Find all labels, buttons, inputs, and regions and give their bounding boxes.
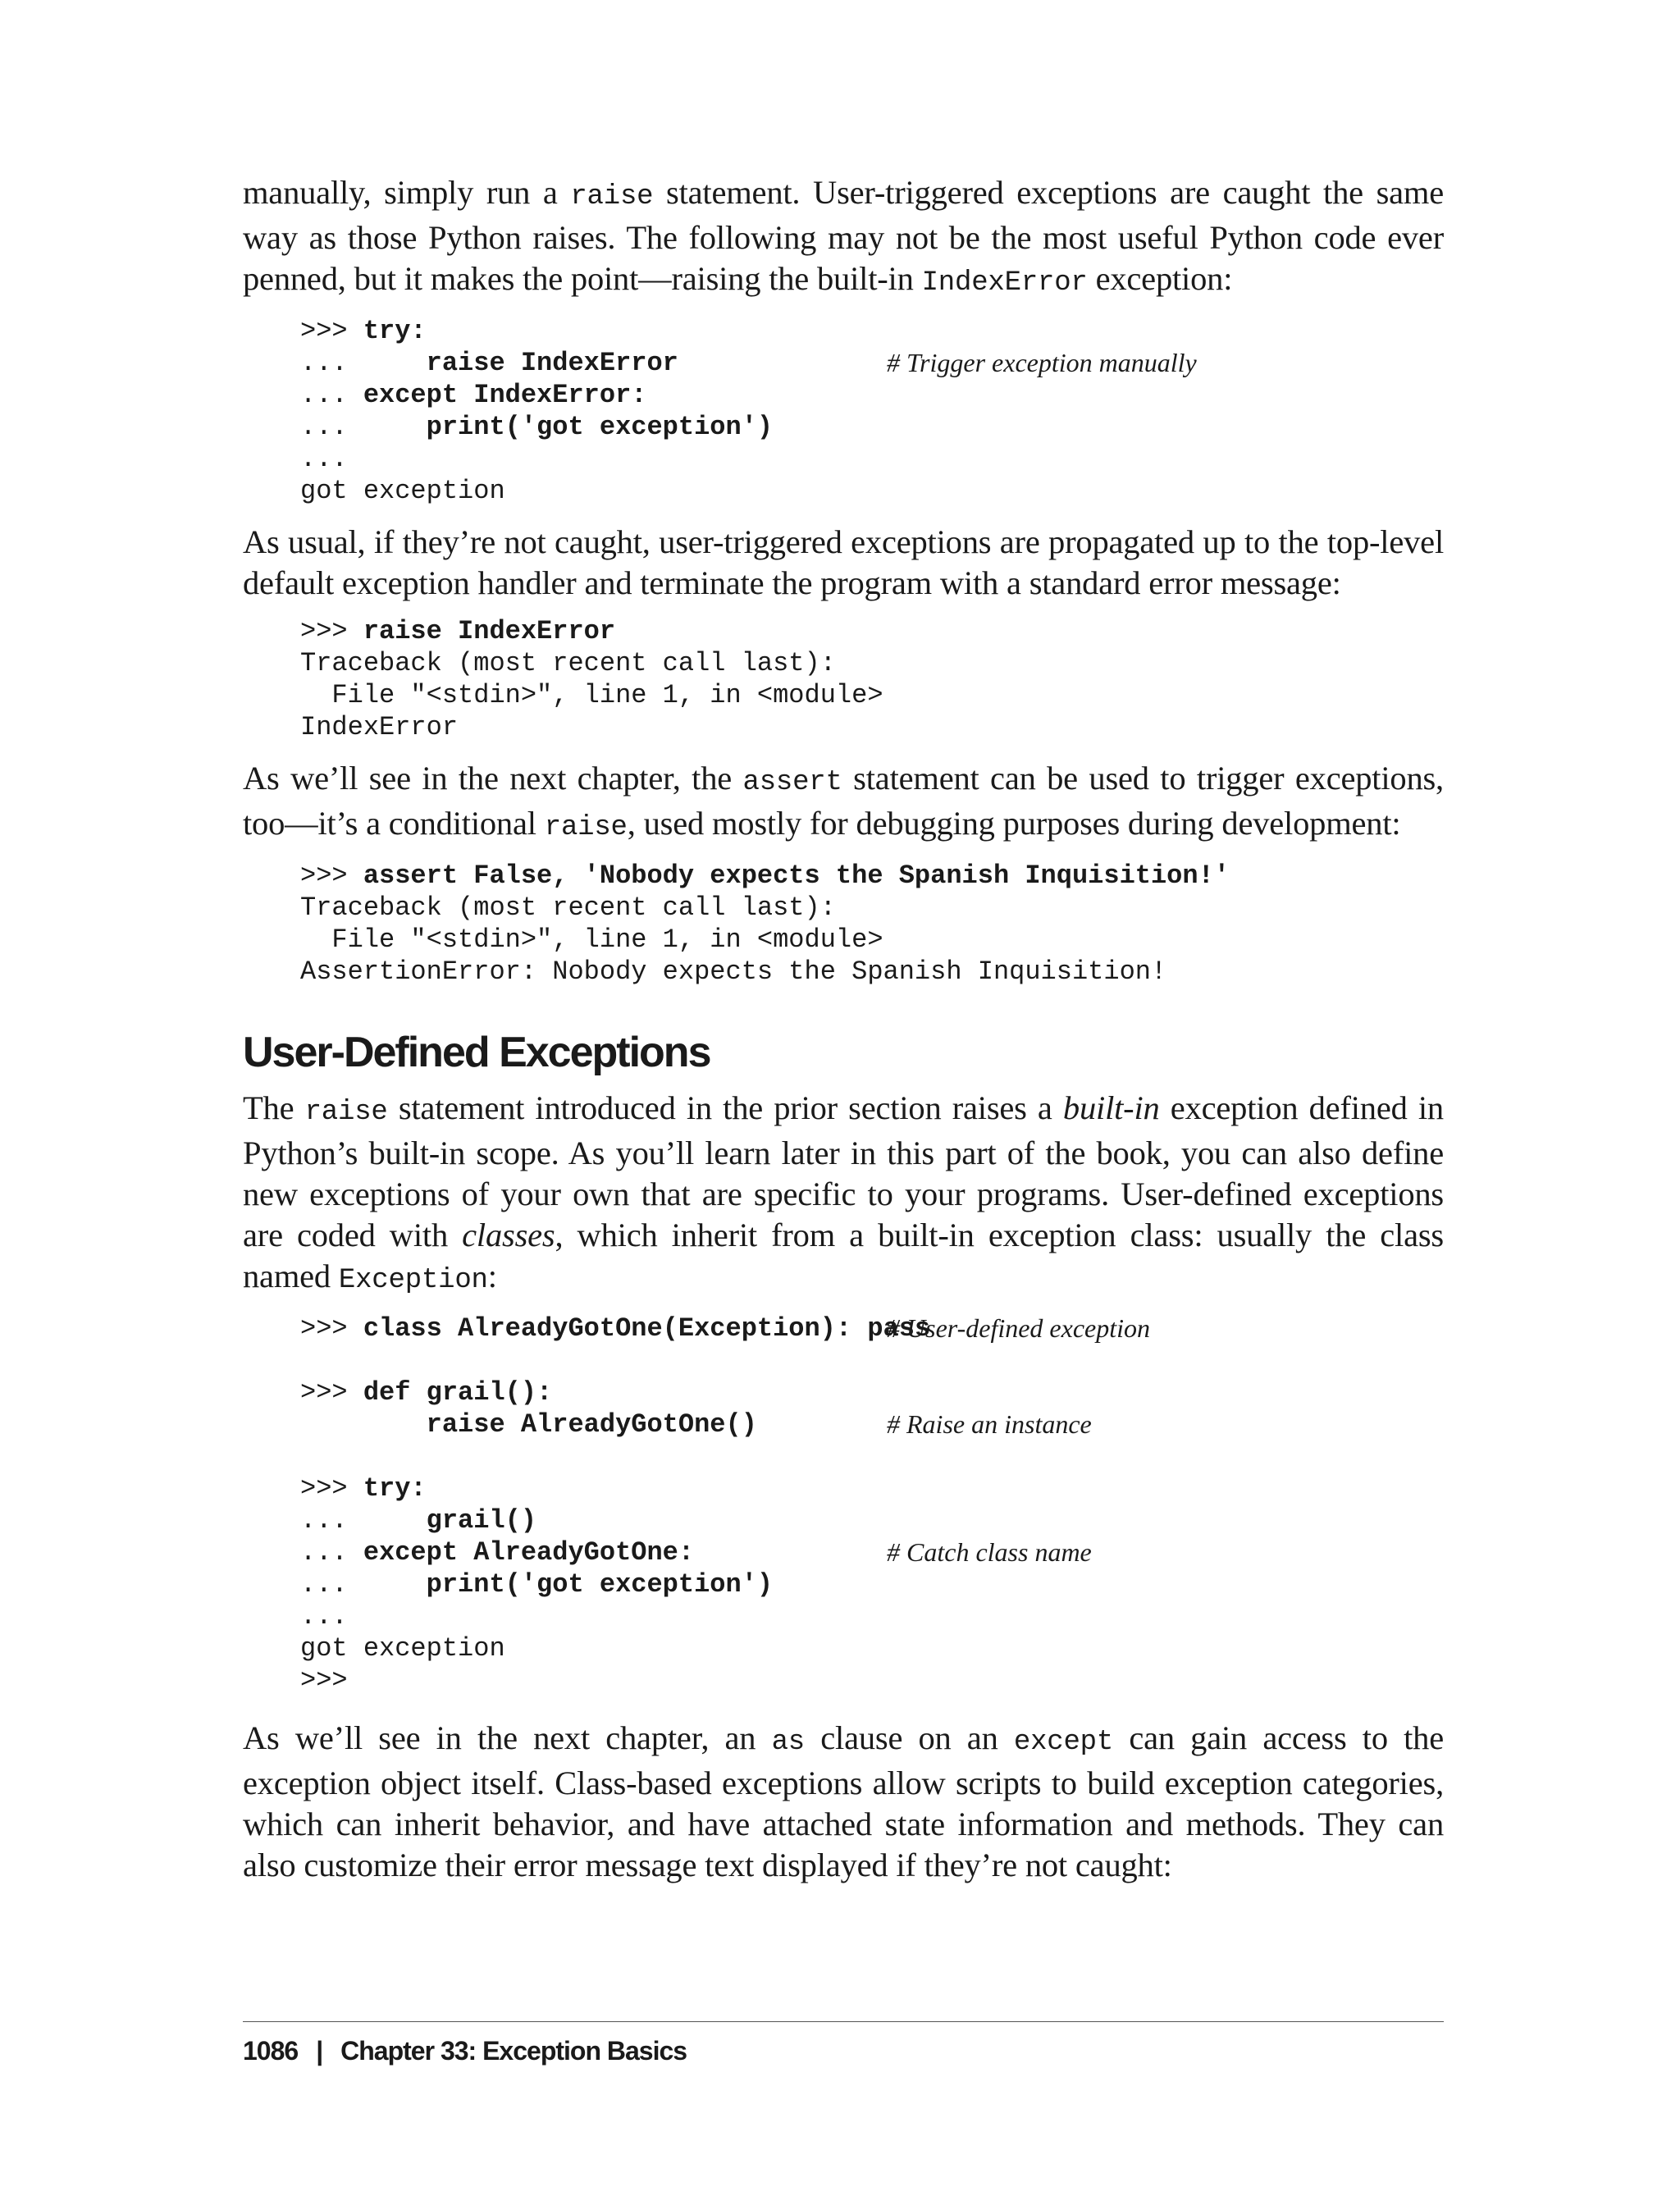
page-content (243, 172, 1444, 1886)
code-text: raise IndexError (363, 616, 616, 646)
text: statement introduced in the prior section raises a (387, 1089, 1063, 1126)
inline-code: Exception (338, 1265, 488, 1296)
text: can gain access to the exception object itself. Class-based exceptions allow scripts to build exception categories, which can inherit behavior, and have attached state information and methods. They can also customize their error message text displayed if they’re not caught: (243, 1719, 1444, 1883)
emphasis: built-in (1062, 1089, 1160, 1126)
prompt: >>> (300, 1665, 348, 1696)
prompt: ... (300, 348, 427, 378)
text: exception: (1087, 260, 1233, 297)
text: , which inherit from a built-in exception class: usually the class named (243, 1217, 1444, 1294)
code-text: def grail(): (363, 1377, 553, 1408)
code-text: try: (363, 316, 427, 346)
prompt: >>> (300, 1313, 363, 1344)
code-comment: # User-defined exception (887, 1313, 1151, 1343)
prompt: >>> (300, 861, 363, 891)
inline-code: raise (544, 812, 628, 843)
page-number: 1086 (243, 2036, 299, 2066)
chapter-title: Chapter 33: Exception Basics (340, 2036, 687, 2066)
text: statement can be used to trigger exceptions, too—it’s a conditional (243, 760, 1444, 842)
inline-code: except (1013, 1727, 1114, 1758)
emphasis: classes (462, 1217, 555, 1253)
code-output: Traceback (most recent call last): (300, 892, 836, 923)
code-comment: # Trigger exception manually (887, 348, 1197, 377)
code-block-traceback (243, 615, 1444, 743)
paragraph-user-defined (243, 1088, 1444, 1301)
prompt: ... (300, 1601, 348, 1632)
code-block-user-exception (243, 1312, 1444, 1696)
code-output: got exception (300, 476, 505, 506)
paragraph-assert (243, 758, 1444, 848)
prompt: ... (300, 1569, 427, 1600)
code-output: got exception (300, 1633, 505, 1664)
code-comment: # Catch class name (887, 1537, 1092, 1567)
prompt: ... (300, 380, 363, 410)
code-comment: # Raise an instance (887, 1409, 1092, 1439)
inline-code: raise (570, 181, 654, 212)
footer-separator: | (316, 2036, 323, 2066)
inline-code: IndexError (921, 267, 1088, 299)
prompt: ... (300, 1537, 363, 1568)
code-output: IndexError (300, 712, 459, 742)
paragraph-propagation (243, 522, 1444, 604)
footer-divider (243, 2021, 1444, 2022)
paragraph-as-clause (243, 1718, 1444, 1886)
paragraph-intro (243, 172, 1444, 304)
code-text: try: (363, 1473, 427, 1504)
section-heading: User-Defined Exceptions (243, 1029, 710, 1076)
code-block-assert (243, 860, 1444, 988)
text: As we’ll see in the next chapter, the (243, 760, 743, 797)
inline-code: assert (742, 767, 842, 798)
text: The (243, 1089, 305, 1126)
prompt: ... (300, 1505, 427, 1536)
code-text: class AlreadyGotOne(Exception): pass (363, 1313, 931, 1344)
prompt: >>> (300, 1377, 363, 1408)
code-text: except IndexError: (363, 380, 647, 410)
code-text: except AlreadyGotOne: (363, 1537, 695, 1568)
code-block-raise-indexerror (243, 315, 1444, 507)
prompt: ... (300, 412, 427, 442)
code-output: File "<stdin>", line 1, in <module> (300, 680, 883, 710)
text: As usual, if they’re not caught, user-triggered exceptions are propagated up to the top-level default exception handler and terminate the program with a standard error message: (243, 523, 1444, 601)
page-footer (243, 2036, 687, 2066)
code-text: raise IndexError (426, 348, 678, 378)
prompt: >>> (300, 316, 363, 346)
code-text: print('got exception') (426, 412, 774, 442)
inline-code: as (771, 1727, 806, 1758)
prompt: >>> (300, 616, 363, 646)
text: As we’ll see in the next chapter, an (243, 1719, 772, 1756)
text: exception defined in Python’s built-in scope. As you’ll learn later in this part of the book, you can also define new exceptions of your own that are specific to your programs. User-defined exceptions are coded with (243, 1089, 1444, 1253)
prompt: ... (300, 444, 348, 474)
text: manually, simply run a (243, 174, 571, 211)
code-text: raise AlreadyGotOne() (426, 1409, 757, 1440)
code-output: File "<stdin>", line 1, in <module> (300, 924, 883, 955)
code-text: assert False, 'Nobody expects the Spanish Inquisition!' (363, 861, 1230, 891)
code-output: Traceback (most recent call last): (300, 648, 836, 678)
inline-code: raise (304, 1097, 388, 1128)
code-text: print('got exception') (426, 1569, 774, 1600)
text: clause on an (805, 1719, 1014, 1756)
prompt: >>> (300, 1473, 363, 1504)
prompt (300, 1409, 427, 1440)
text: statement. User-triggered exceptions are caught the same way as those Python raises. The following may not be the most useful Python code ever penned, but it makes the point—raising the built-in (243, 174, 1444, 297)
code-output: AssertionError: Nobody expects the Spanish Inquisition! (300, 956, 1167, 987)
code-text: grail() (426, 1505, 537, 1536)
text: : (487, 1258, 497, 1294)
text: , used mostly for debugging purposes during development: (627, 805, 1401, 842)
